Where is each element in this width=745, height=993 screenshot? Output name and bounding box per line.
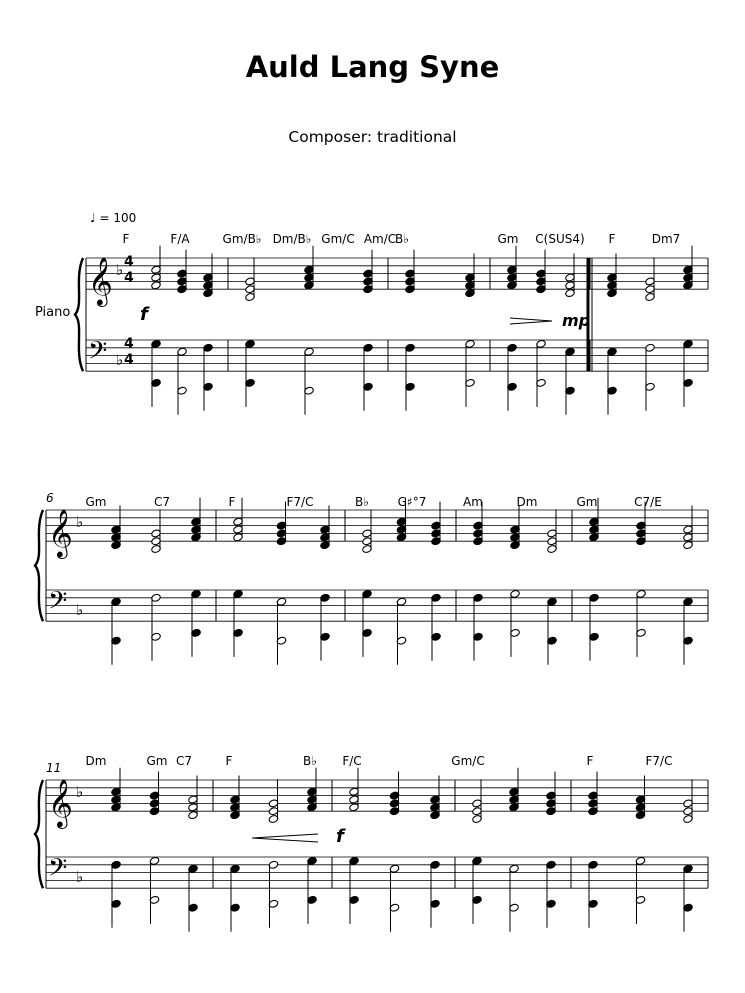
measure-9-notes bbox=[473, 502, 557, 665]
chord-symbol: Dm/B♭ bbox=[272, 232, 312, 246]
brace bbox=[75, 258, 83, 371]
bass-staff-2 bbox=[46, 590, 708, 621]
chord-symbol: Gm bbox=[146, 754, 168, 768]
chord-symbol: F bbox=[122, 232, 130, 246]
chord-symbol: Gm/C bbox=[321, 232, 355, 246]
treble-staff-2 bbox=[46, 510, 708, 541]
treble-clef: 𝄞 bbox=[48, 778, 73, 828]
chord-symbol: Dm7 bbox=[651, 232, 681, 246]
measure-12-notes bbox=[230, 768, 317, 932]
measure-8-notes bbox=[362, 498, 441, 665]
measure-number: 6 bbox=[46, 491, 54, 505]
instrument-name: Piano bbox=[35, 305, 71, 320]
measure-2-notes bbox=[245, 246, 373, 415]
composer-credit: Composer: traditional bbox=[288, 128, 457, 146]
measure-5-notes bbox=[607, 246, 693, 415]
chord-symbol: F7/C bbox=[286, 495, 314, 509]
key-flat: ♭ bbox=[76, 513, 84, 532]
chord-symbol: F bbox=[608, 232, 616, 246]
chord-symbol: Am bbox=[463, 495, 483, 509]
bass-staff-3 bbox=[46, 857, 708, 888]
measure-7-notes bbox=[233, 498, 330, 665]
chord-symbol: Dm bbox=[516, 495, 538, 509]
time-sig-bottom: 4 bbox=[124, 352, 134, 368]
bass-clef: 𝄢 bbox=[48, 853, 68, 889]
chord-symbol: B♭ bbox=[395, 232, 409, 246]
time-sig-top: 4 bbox=[124, 336, 134, 352]
brace bbox=[35, 510, 43, 621]
key-flat: ♭ bbox=[76, 600, 84, 619]
chord-symbol: Gm bbox=[576, 495, 598, 509]
chord-symbol: C7 bbox=[175, 754, 193, 768]
measure-4-notes bbox=[507, 246, 575, 415]
chord-symbol: C7/E bbox=[634, 495, 662, 509]
chord-symbol: Dm bbox=[85, 754, 107, 768]
key-flat: ♭ bbox=[76, 783, 84, 802]
brace bbox=[35, 780, 43, 888]
measure-1-notes bbox=[151, 246, 213, 415]
chord-symbol: Gm bbox=[497, 232, 519, 246]
chord-symbol: F bbox=[225, 754, 233, 768]
decrescendo-hairpin bbox=[510, 318, 552, 324]
tempo-marking: ♩ = 100 bbox=[90, 211, 137, 225]
chord-symbol: Gm/C bbox=[451, 754, 485, 768]
chord-symbol: B♭ bbox=[355, 495, 369, 509]
bass-staff-1 bbox=[86, 340, 708, 371]
chord-symbol: Gm/B♭ bbox=[222, 232, 262, 246]
chord-symbol: Gm bbox=[85, 495, 107, 509]
chord-symbol: C(SUS4) bbox=[535, 232, 585, 246]
chord-symbol: C7 bbox=[153, 495, 171, 509]
chord-symbol: F/A bbox=[170, 232, 190, 246]
treble-staff-3 bbox=[46, 780, 708, 811]
chord-symbol: F7/C bbox=[645, 754, 673, 768]
dynamic-mezzo-piano: mp bbox=[562, 311, 591, 330]
dynamic-forte: f bbox=[336, 826, 344, 847]
key-flat: ♭ bbox=[76, 867, 84, 886]
key-flat: ♭ bbox=[116, 261, 124, 280]
system-3 bbox=[35, 754, 708, 888]
measure-6-notes bbox=[111, 498, 201, 665]
treble-clef: 𝄞 bbox=[88, 256, 113, 306]
measure-13-notes bbox=[349, 768, 440, 932]
time-sig-bottom: 4 bbox=[124, 270, 134, 286]
chord-symbol: F bbox=[586, 754, 594, 768]
time-sig-top: 4 bbox=[124, 254, 134, 270]
chord-symbol: F/C bbox=[342, 754, 362, 768]
chord-symbol: Am/C bbox=[363, 232, 397, 246]
treble-clef: 𝄞 bbox=[48, 508, 73, 558]
score-title: Auld Lang Syne bbox=[245, 50, 500, 84]
chord-symbol: B♭ bbox=[303, 754, 317, 768]
measure-number: 11 bbox=[46, 761, 62, 775]
crescendo-hairpin bbox=[252, 834, 318, 842]
dynamic-forte: f bbox=[140, 304, 148, 325]
measure-14-notes bbox=[472, 768, 556, 932]
bass-clef: 𝄢 bbox=[88, 336, 108, 372]
bass-clef: 𝄢 bbox=[48, 586, 68, 622]
measure-10-notes bbox=[589, 498, 693, 665]
key-flat: ♭ bbox=[116, 350, 124, 369]
measure-11-notes bbox=[111, 768, 198, 932]
chord-symbol: G♯°7 bbox=[397, 495, 427, 509]
chord-symbol: F bbox=[228, 495, 236, 509]
